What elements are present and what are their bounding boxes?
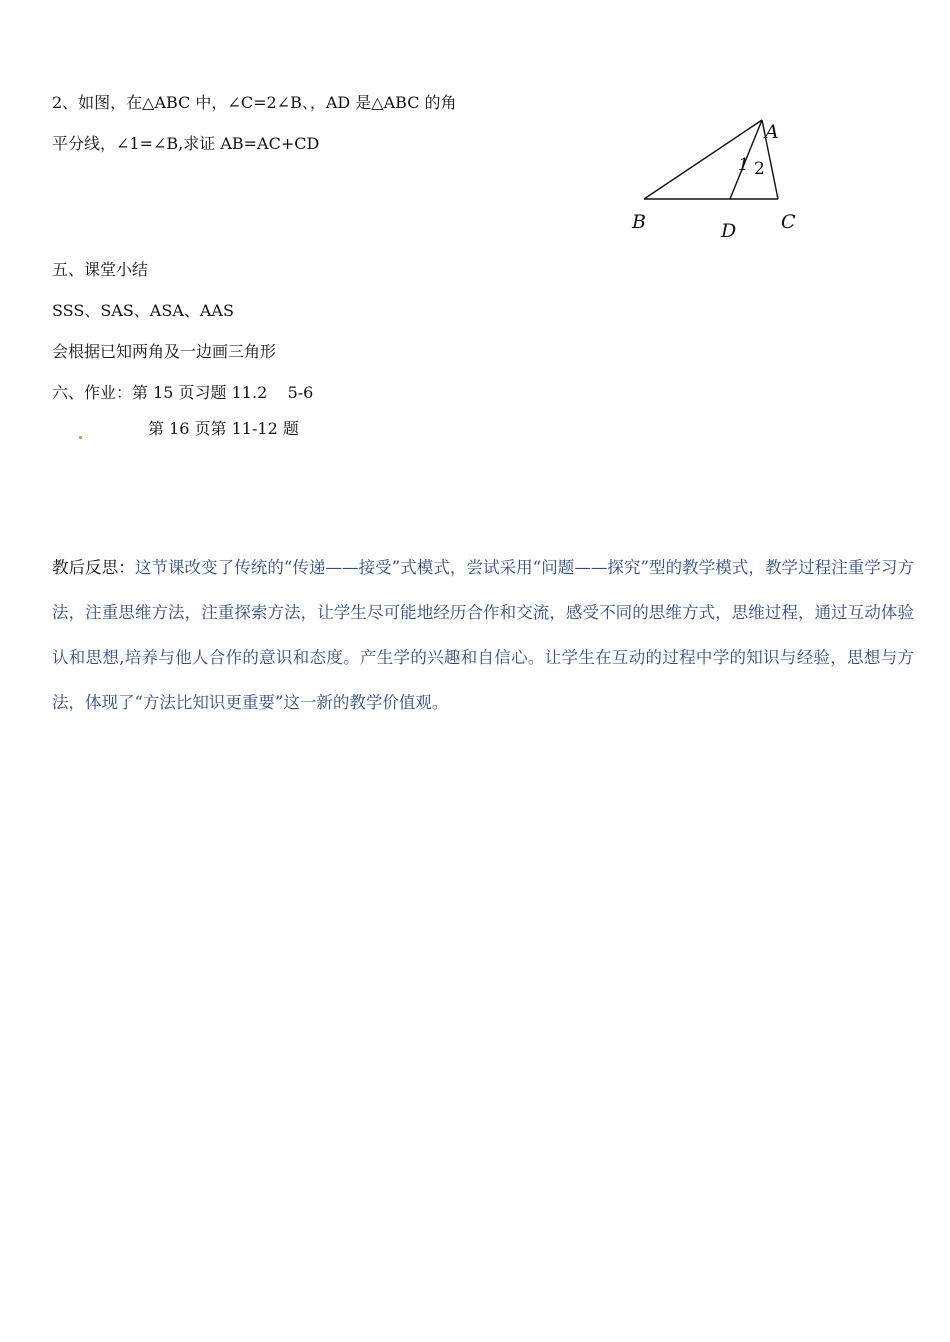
homework-line-1: 六、作业：第 15 页习题 11.2 5-6 [52, 383, 314, 402]
angle-2-label: 2 [754, 159, 765, 179]
triangle-figure [620, 112, 820, 242]
label-b: B [632, 211, 646, 233]
reflection-label: 教后反思： [52, 558, 135, 577]
label-d: D [721, 220, 737, 242]
angle-1-label: 1 [738, 155, 749, 175]
label-a: A [765, 121, 779, 143]
problem-line-2: 平分线，∠1=∠B,求证 AB=AC+CD [52, 134, 320, 153]
reflection-text: 这节课改变了传统的“传递——接受”式模式，尝试采用“问题——探究”型的教学模式，教学过程注重学习方法，注重思维方法，注重探索方法，让学生尽可能地经历合作和交流，感受不同的思维方式，思维过程，通过互动体验认和思想,培养与他人合作的意识和态度。产生学的兴趣和自信心。让学生在互动的过程中学的知识与经验，思想与方法，体现了“方法比知识更重要”这一新的教学价值观。 [52, 558, 915, 712]
reflection-paragraph [52, 545, 914, 725]
summary-item-2: 会根据已知两角及一边画三角形 [52, 342, 277, 361]
summary-item-1: SSS、SAS、ASA、AAS [52, 301, 234, 320]
homework-line-2: 第 16 页第 11-12 题 [148, 419, 299, 438]
stray-dot [79, 436, 82, 439]
problem-line-1: 2、如图，在△ABC 中，∠C=2∠B、，AD 是△ABC 的角 [52, 93, 457, 112]
summary-heading: 五、课堂小结 [52, 260, 149, 279]
label-c: C [781, 211, 796, 233]
